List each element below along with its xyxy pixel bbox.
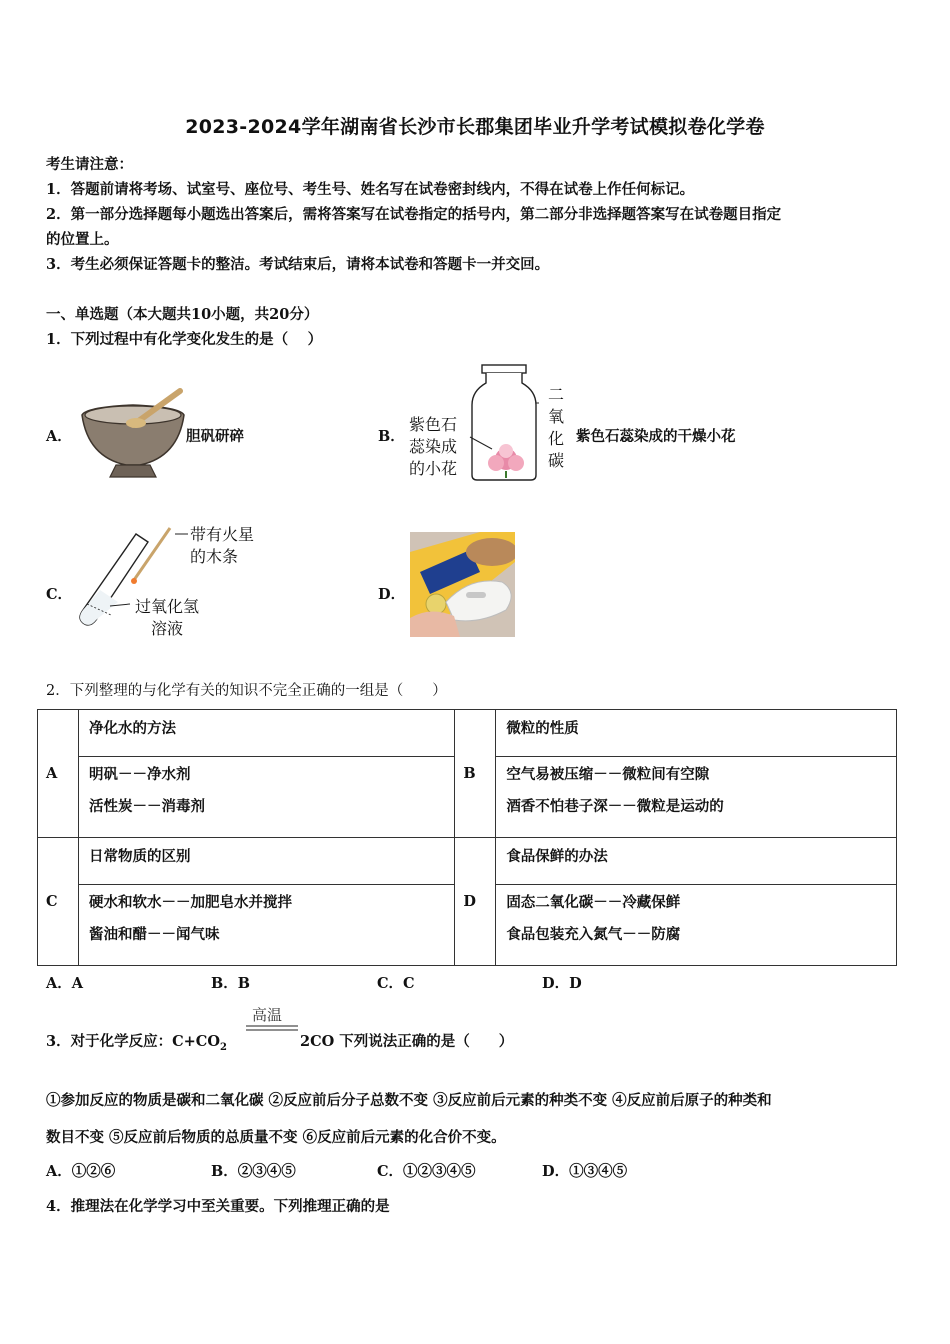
q2-cell-body [79, 885, 455, 966]
q2-cell-key: B [455, 710, 496, 838]
q3-answer: B．②③④⑤ [211, 1163, 296, 1180]
q1-option-b-text: 紫色石蕊染成的干燥小花 [576, 428, 736, 445]
tube-top-label-line: 带有火星 [190, 525, 255, 544]
jar-left-label-line: 蕊染成 [409, 437, 458, 456]
q2-cell-line: 活性炭－－消毒剂 [89, 798, 205, 815]
q2-cell-head: 净化水的方法 [79, 710, 455, 757]
q1-option-d-label: D． [378, 586, 406, 603]
q2-answer: A．A [46, 975, 84, 992]
q2-cell-key: A [38, 710, 79, 838]
section-heading: 一、单选题（本大题共10小题，共20分） [46, 306, 319, 323]
tube-bottom-label [135, 596, 199, 640]
q3-stem-prefix: 3．对于化学反应：C+CO [46, 1033, 220, 1050]
q3-answer: D．①③④⑤ [542, 1163, 628, 1180]
q2-cell-line: 食品包装充入氮气－－防腐 [506, 926, 681, 943]
jar-right-label-char: 二 [548, 385, 565, 404]
q2-cell-body [79, 757, 455, 838]
q2-cell-line: 硬水和软水－－加肥皂水并搅拌 [89, 894, 292, 911]
q2-cell-line: 明矾－－净水剂 [89, 766, 191, 783]
tube-bottom-label-line: 溶液 [151, 619, 184, 638]
q1-option-a-label: A． [46, 428, 72, 445]
jar-left-label [409, 414, 457, 480]
notice-item: 3．考生必须保证答题卡的整洁。考试结束后，请将本试卷和答题卡一并交回。 [46, 256, 550, 273]
q3-answer: C．①②③④⑤ [377, 1163, 476, 1180]
q3-answer: A．①②⑥ [46, 1163, 116, 1180]
jar-left-label-line: 的小花 [409, 459, 458, 478]
notice-item: 的位置上。 [46, 231, 119, 248]
q3-condition: 高温 [252, 1006, 283, 1024]
reaction-equals-sign [246, 1025, 298, 1031]
q4-stem: 4．推理法在化学学习中至关重要。下列推理正确的是 [46, 1198, 390, 1215]
q2-cell-line: 固态二氧化碳－－冷藏保鲜 [506, 894, 681, 911]
q2-cell-key: C [38, 838, 79, 966]
q1-stem: 1．下列过程中有化学变化发生的是（ ） [46, 331, 323, 348]
notice-heading: 考生请注意： [46, 156, 133, 173]
tube-bottom-label-line: 过氧化氢 [135, 597, 200, 616]
q3-statement: ①参加反应的物质是碳和二氧化碳 ②反应前后分子总数不变 ③反应前后元素的种类不变 ④反应前后原子的种类和 [46, 1092, 772, 1109]
q2-cell-head: 食品保鲜的办法 [496, 838, 897, 885]
q3-stem-subscript: 2 [219, 1041, 227, 1053]
q2-cell-line: 空气易被压缩－－微粒间有空隙 [506, 766, 710, 783]
q2-cell-body [496, 757, 897, 838]
jar-right-label-char: 氧 [548, 407, 565, 426]
q2-answer: B．B [211, 975, 251, 992]
q2-table [37, 709, 897, 966]
q1-option-c-label: C． [46, 586, 73, 603]
page-title: 2023-2024学年湖南省长沙市长郡集团毕业升学考试模拟卷化学卷 [185, 116, 765, 138]
q1-option-b-label: B． [378, 428, 405, 445]
q3-stem [46, 1030, 227, 1053]
q2-cell-head: 日常物质的区别 [79, 838, 455, 885]
q2-cell-key: D [455, 838, 496, 966]
bag-sealer-photo [410, 532, 515, 637]
jar-left-label-line: 紫色石 [409, 415, 458, 434]
notice-item: 2．第一部分选择题每小题选出答案后，需将答案写在试卷指定的括号内，第二部分非选择题答案写在试卷题目指定 [46, 206, 782, 223]
notice-item: 1．答题前请将考场、试室号、座位号、考生号、姓名写在试卷密封线内，不得在试卷上作任何标记。 [46, 181, 695, 198]
jar-right-label-char: 化 [548, 429, 565, 448]
q2-answer: C．C [377, 975, 415, 992]
jar-flower-figure [468, 363, 540, 483]
q2-answer: D．D [542, 975, 582, 992]
tube-top-label [190, 524, 254, 568]
jar-right-label-char: 碳 [548, 451, 565, 470]
q2-cell-head: 微粒的性质 [496, 710, 897, 757]
q2-cell-line: 酒香不怕巷子深－－微粒是运动的 [506, 798, 724, 815]
q3-stem-suffix: 2CO 下列说法正确的是（ ） [300, 1033, 514, 1050]
q2-cell-line: 酱油和醋－－闻气味 [89, 926, 220, 943]
q2-cell-body [496, 885, 897, 966]
mortar-pestle-figure [78, 385, 188, 480]
q3-statement: 数目不变 ⑤反应前后物质的总质量不变 ⑥反应前后元素的化合价不变。 [46, 1129, 506, 1146]
q1-option-a-text: 胆矾研碎 [186, 428, 244, 445]
q2-stem: 2．下列整理的与化学有关的知识不完全正确的一组是（ ） [46, 683, 447, 699]
tube-top-label-line: 的木条 [190, 547, 239, 566]
jar-right-label [548, 384, 564, 472]
